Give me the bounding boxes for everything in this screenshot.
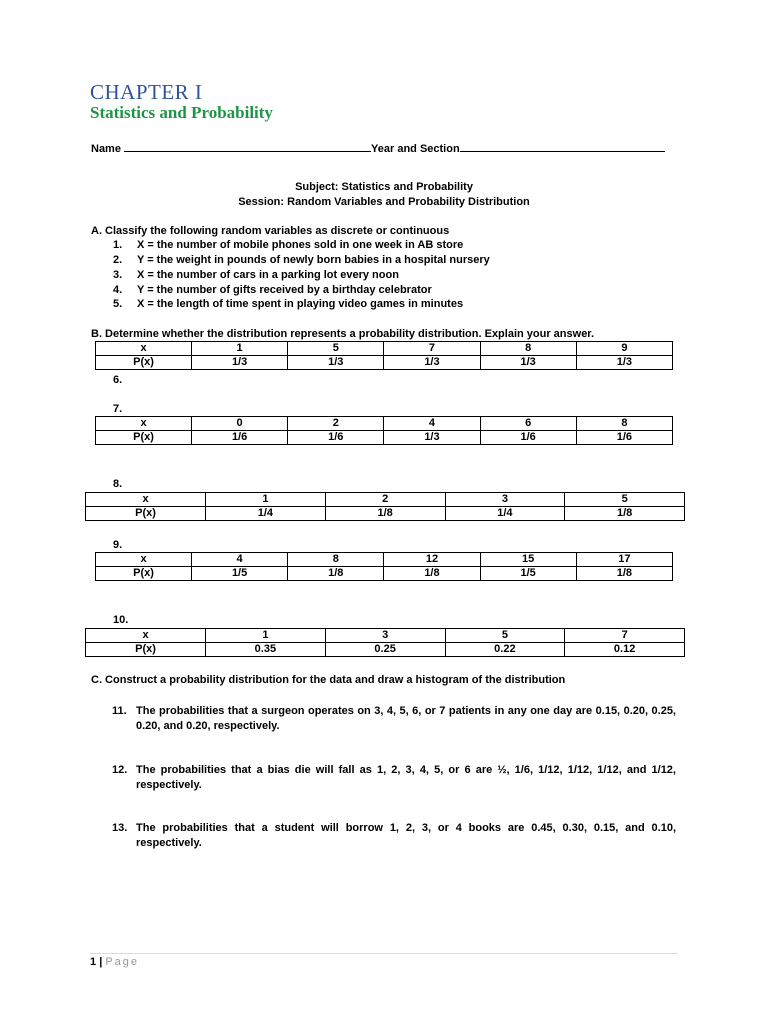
x-value: 6	[480, 417, 576, 431]
item-number: 13.	[112, 822, 128, 834]
item-label-7: 7.	[113, 403, 123, 415]
part-a-instruction: A. Classify the following random variables as discrete or continuous	[91, 225, 450, 237]
p-header: P(x)	[96, 356, 192, 370]
table-row-x	[96, 553, 673, 567]
item-text: X = the length of time spent in playing video games in minutes	[137, 298, 464, 310]
year-section-blank[interactable]	[460, 141, 665, 152]
distribution-table-10	[85, 628, 685, 657]
distribution-table-6	[95, 341, 673, 370]
x-value: 5	[565, 493, 685, 507]
table-row-p	[96, 431, 673, 445]
x-value: 7	[565, 629, 685, 643]
item-number: 1.	[113, 239, 123, 251]
p-value: 0.25	[325, 643, 445, 657]
x-value: 12	[384, 553, 480, 567]
list-item	[113, 269, 399, 281]
p-value: 0.12	[565, 643, 685, 657]
p-value: 0.35	[206, 643, 326, 657]
x-value: 2	[325, 493, 445, 507]
footer-separator: |	[99, 956, 103, 968]
x-value: 1	[206, 493, 326, 507]
p-value: 1/8	[325, 507, 445, 521]
p-value: 1/5	[192, 567, 288, 581]
chapter-title: CHAPTER I	[90, 80, 203, 104]
item-number: 3.	[113, 269, 123, 281]
p-header: P(x)	[86, 507, 206, 521]
item-text: The probabilities that a bias die will fall as 1, 2, 3, 4, 5, or 6 are ½, 1/6, 1/12, 1/12, 1/12, and 1/12, respectively.	[136, 764, 676, 791]
x-header: x	[96, 417, 192, 431]
x-value: 3	[325, 629, 445, 643]
p-header: P(x)	[96, 431, 192, 445]
p-header: P(x)	[96, 567, 192, 581]
item-number: 2.	[113, 254, 123, 266]
x-value: 8	[576, 417, 672, 431]
x-value: 8	[288, 553, 384, 567]
item-label-6: 6.	[113, 374, 123, 386]
item-text: The probabilities that a surgeon operates on 3, 4, 5, 6, or 7 patients in any one day are 0.15, 0.20, 0.25, 0.20, and 0.20, respectively.	[136, 705, 676, 732]
p-value: 1/3	[192, 356, 288, 370]
table-row-x	[96, 417, 673, 431]
name-label: Name	[91, 143, 121, 155]
item-number: 5.	[113, 298, 123, 310]
x-value: 7	[384, 342, 480, 356]
x-header: x	[96, 342, 192, 356]
x-value: 1	[192, 342, 288, 356]
p-value: 1/6	[288, 431, 384, 445]
table-row-x	[86, 493, 685, 507]
part-b-instruction: B. Determine whether the distribution represents a probability distribution. Explain your answer.	[91, 328, 595, 340]
x-value: 5	[445, 629, 565, 643]
list-item	[112, 763, 676, 793]
p-value: 1/6	[576, 431, 672, 445]
p-value: 1/3	[576, 356, 672, 370]
table-row-p	[96, 356, 673, 370]
x-value: 5	[288, 342, 384, 356]
chapter-subtitle: Statistics and Probability	[90, 103, 273, 122]
p-value: 1/6	[480, 431, 576, 445]
item-number: 4.	[113, 284, 123, 296]
page-footer	[90, 956, 139, 968]
distribution-table-7	[95, 416, 673, 445]
x-value: 17	[576, 553, 672, 567]
subject-line: Subject: Statistics and Probability	[295, 181, 473, 193]
p-value: 1/8	[576, 567, 672, 581]
item-text: X = the number of cars in a parking lot every noon	[137, 269, 399, 281]
x-header: x	[96, 553, 192, 567]
x-value: 8	[480, 342, 576, 356]
p-value: 1/3	[384, 356, 480, 370]
distribution-table-8	[85, 492, 685, 521]
year-section-label: Year and Section	[371, 143, 460, 155]
table-row-p	[86, 643, 685, 657]
list-item	[113, 284, 432, 296]
p-value: 1/8	[288, 567, 384, 581]
item-text: X = the number of mobile phones sold in one week in AB store	[137, 239, 464, 251]
footer-divider	[90, 953, 678, 954]
p-value: 1/6	[192, 431, 288, 445]
x-value: 9	[576, 342, 672, 356]
p-value: 1/3	[288, 356, 384, 370]
list-item	[112, 704, 676, 734]
x-header: x	[86, 493, 206, 507]
name-blank[interactable]	[124, 141, 371, 152]
list-item	[113, 239, 463, 251]
item-text: Y = the number of gifts received by a birthday celebrator	[137, 284, 432, 296]
item-text: The probabilities that a student will borrow 1, 2, 3, or 4 books are 0.45, 0.30, 0.15, and 0.10, respectively.	[136, 822, 676, 849]
list-item	[113, 254, 490, 266]
p-value: 0.22	[445, 643, 565, 657]
list-item	[113, 298, 463, 310]
p-value: 1/3	[384, 431, 480, 445]
item-text: Y = the weight in pounds of newly born babies in a hospital nursery	[137, 254, 490, 266]
page-word: Page	[105, 956, 140, 968]
p-value: 1/4	[206, 507, 326, 521]
name-row	[91, 141, 665, 155]
distribution-table-9	[95, 552, 673, 581]
x-value: 4	[384, 417, 480, 431]
table-row-p	[96, 567, 673, 581]
item-label-10: 10.	[113, 614, 129, 626]
table-row-x	[96, 342, 673, 356]
item-number: 12.	[112, 764, 128, 776]
table-row-p	[86, 507, 685, 521]
table-row-x	[86, 629, 685, 643]
p-value: 1/8	[565, 507, 685, 521]
x-header: x	[86, 629, 206, 643]
page-number: 1	[90, 956, 97, 968]
x-value: 2	[288, 417, 384, 431]
p-header: P(x)	[86, 643, 206, 657]
p-value: 1/8	[384, 567, 480, 581]
p-value: 1/4	[445, 507, 565, 521]
session-line: Session: Random Variables and Probability Distribution	[238, 196, 530, 208]
item-label-9: 9.	[113, 539, 123, 551]
x-value: 15	[480, 553, 576, 567]
part-c-instruction: C. Construct a probability distribution for the data and draw a histogram of the distribution	[91, 674, 566, 686]
x-value: 1	[206, 629, 326, 643]
x-value: 3	[445, 493, 565, 507]
item-label-8: 8.	[113, 478, 123, 490]
p-value: 1/5	[480, 567, 576, 581]
p-value: 1/3	[480, 356, 576, 370]
list-item	[112, 821, 676, 851]
item-number: 11.	[112, 705, 127, 717]
x-value: 4	[192, 553, 288, 567]
x-value: 0	[192, 417, 288, 431]
